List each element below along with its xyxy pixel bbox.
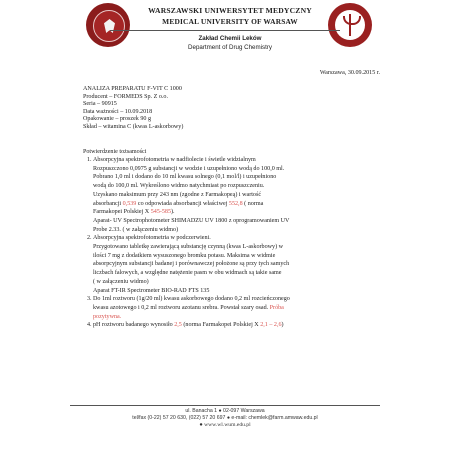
university-eagle-seal-icon xyxy=(86,3,130,47)
footer-website-link[interactable]: ● www.wl.wum.edu.pl xyxy=(199,422,251,428)
ph-value: 2,5 xyxy=(174,322,182,329)
absorbance-value: 0,539 xyxy=(122,200,137,207)
list-item: 1. Absorpcyjna spektrofotometria w nadfiolecie i świetle widzialnym Rozpuszczono 0,0975 g substancji w wodzie i uzupełniono wodą do 100,0 ml. Pobrano 1,0 ml i dodano do 10 ml kwasu solnego (0,1 mol/l) i uzupełniono wodą do 100,0 ml. Wykreślono widmo natychmiast po rozpuszczeniu. Uzyskano maksimum przy 243 nm (zgodne z Farmakopeą) i wartość absorbancji 0,539 co odpowiada absorbancji właściwej 552,8 ( norma Farmakopei Polskiej X 545-585). Aparat- UV Spectrophotometer SHIMADZU UV 1800 z oprogramowaniem UV Probe 2.33. ( w załączeniu widmo) xyxy=(87,157,290,233)
test-result-continued: pozytywna. xyxy=(93,313,122,320)
footer-address: ul. Banacha 1 ● 02-097 Warszawa xyxy=(185,408,265,414)
university-name-en: MEDICAL UNIVERSITY OF WARSAW xyxy=(162,17,298,26)
pharmacy-bowl-seal-icon xyxy=(328,3,372,47)
list-item: 4. pH roztworu badanego wynosiło 2,5 (norma Farmakopei Polskiej X 2,1 – 2,6) xyxy=(87,322,284,329)
composition: Skład – witamina C (kwas L-askorbowy) xyxy=(83,123,184,130)
producer: Producent – FORMEDS Sp. Z o.o. xyxy=(83,93,168,100)
footer xyxy=(80,408,370,429)
document-date: Warszawa, 30.09.2015 r. xyxy=(319,70,380,76)
footer-divider xyxy=(70,405,380,406)
department-name-pl: Zakład Chemii Leków xyxy=(198,35,262,42)
list-item: 3. Do 1ml roztworu (1g/20 ml) kwasu askorbowego dodano 0,2 ml rozcieńczonego kwasu azotowego i 0,2 ml roztworu azotanu srebra. Powstał szary osad. Próba pozytywna. xyxy=(93,295,398,321)
specific-absorbance-value: 552,8 xyxy=(228,200,243,207)
list-item: 2. Absorpcyjna spektrofotometria w podczerwieni. Przygotowano tabletkę zawierającą substancję czynną (kwas L-askorbowy) w ilości 7 mg z dodatkiem wysuszonego bromku potasu. Maksima w widmie absorpcyjnym substancji badanej i porównawczej położone są przy tych samych liczbach falowych, a względne natężenie pasm w obu widmach są takie same ( w załączeniu widmo) Aparat FT-IR Spectrometer BIO-RAD FTS 135 xyxy=(87,235,290,294)
identity-confirmation-heading: Potwierdzenie tożsamości xyxy=(83,149,147,155)
test-list xyxy=(87,156,398,330)
department-name-en: Department of Drug Chemistry xyxy=(188,44,272,51)
university-name-pl: WARSZAWSKI UNIWERSYTET MEDYCZNY xyxy=(148,6,312,15)
ph-norm-range: 2,1 – 2,6 xyxy=(260,322,282,329)
analysis-title: ANALIZA PREPARATU F-VIT C 1000 xyxy=(83,86,182,92)
packaging: Opakowanie – proszek 90 g xyxy=(83,116,152,123)
expiry-date: Data ważności – 10.09.2018 xyxy=(83,108,153,115)
norm-range-value: 545-585 xyxy=(150,209,172,216)
header-divider xyxy=(110,30,340,31)
product-info xyxy=(83,86,383,132)
test-result: Próba xyxy=(269,304,284,311)
series: Seria – 90915 xyxy=(83,101,117,108)
footer-contact: tel/fax (0-22) 57 20 630, (022) 57 20 697 ● e-mail: chemlek@farm.amwaw.edu.pl xyxy=(132,415,318,421)
